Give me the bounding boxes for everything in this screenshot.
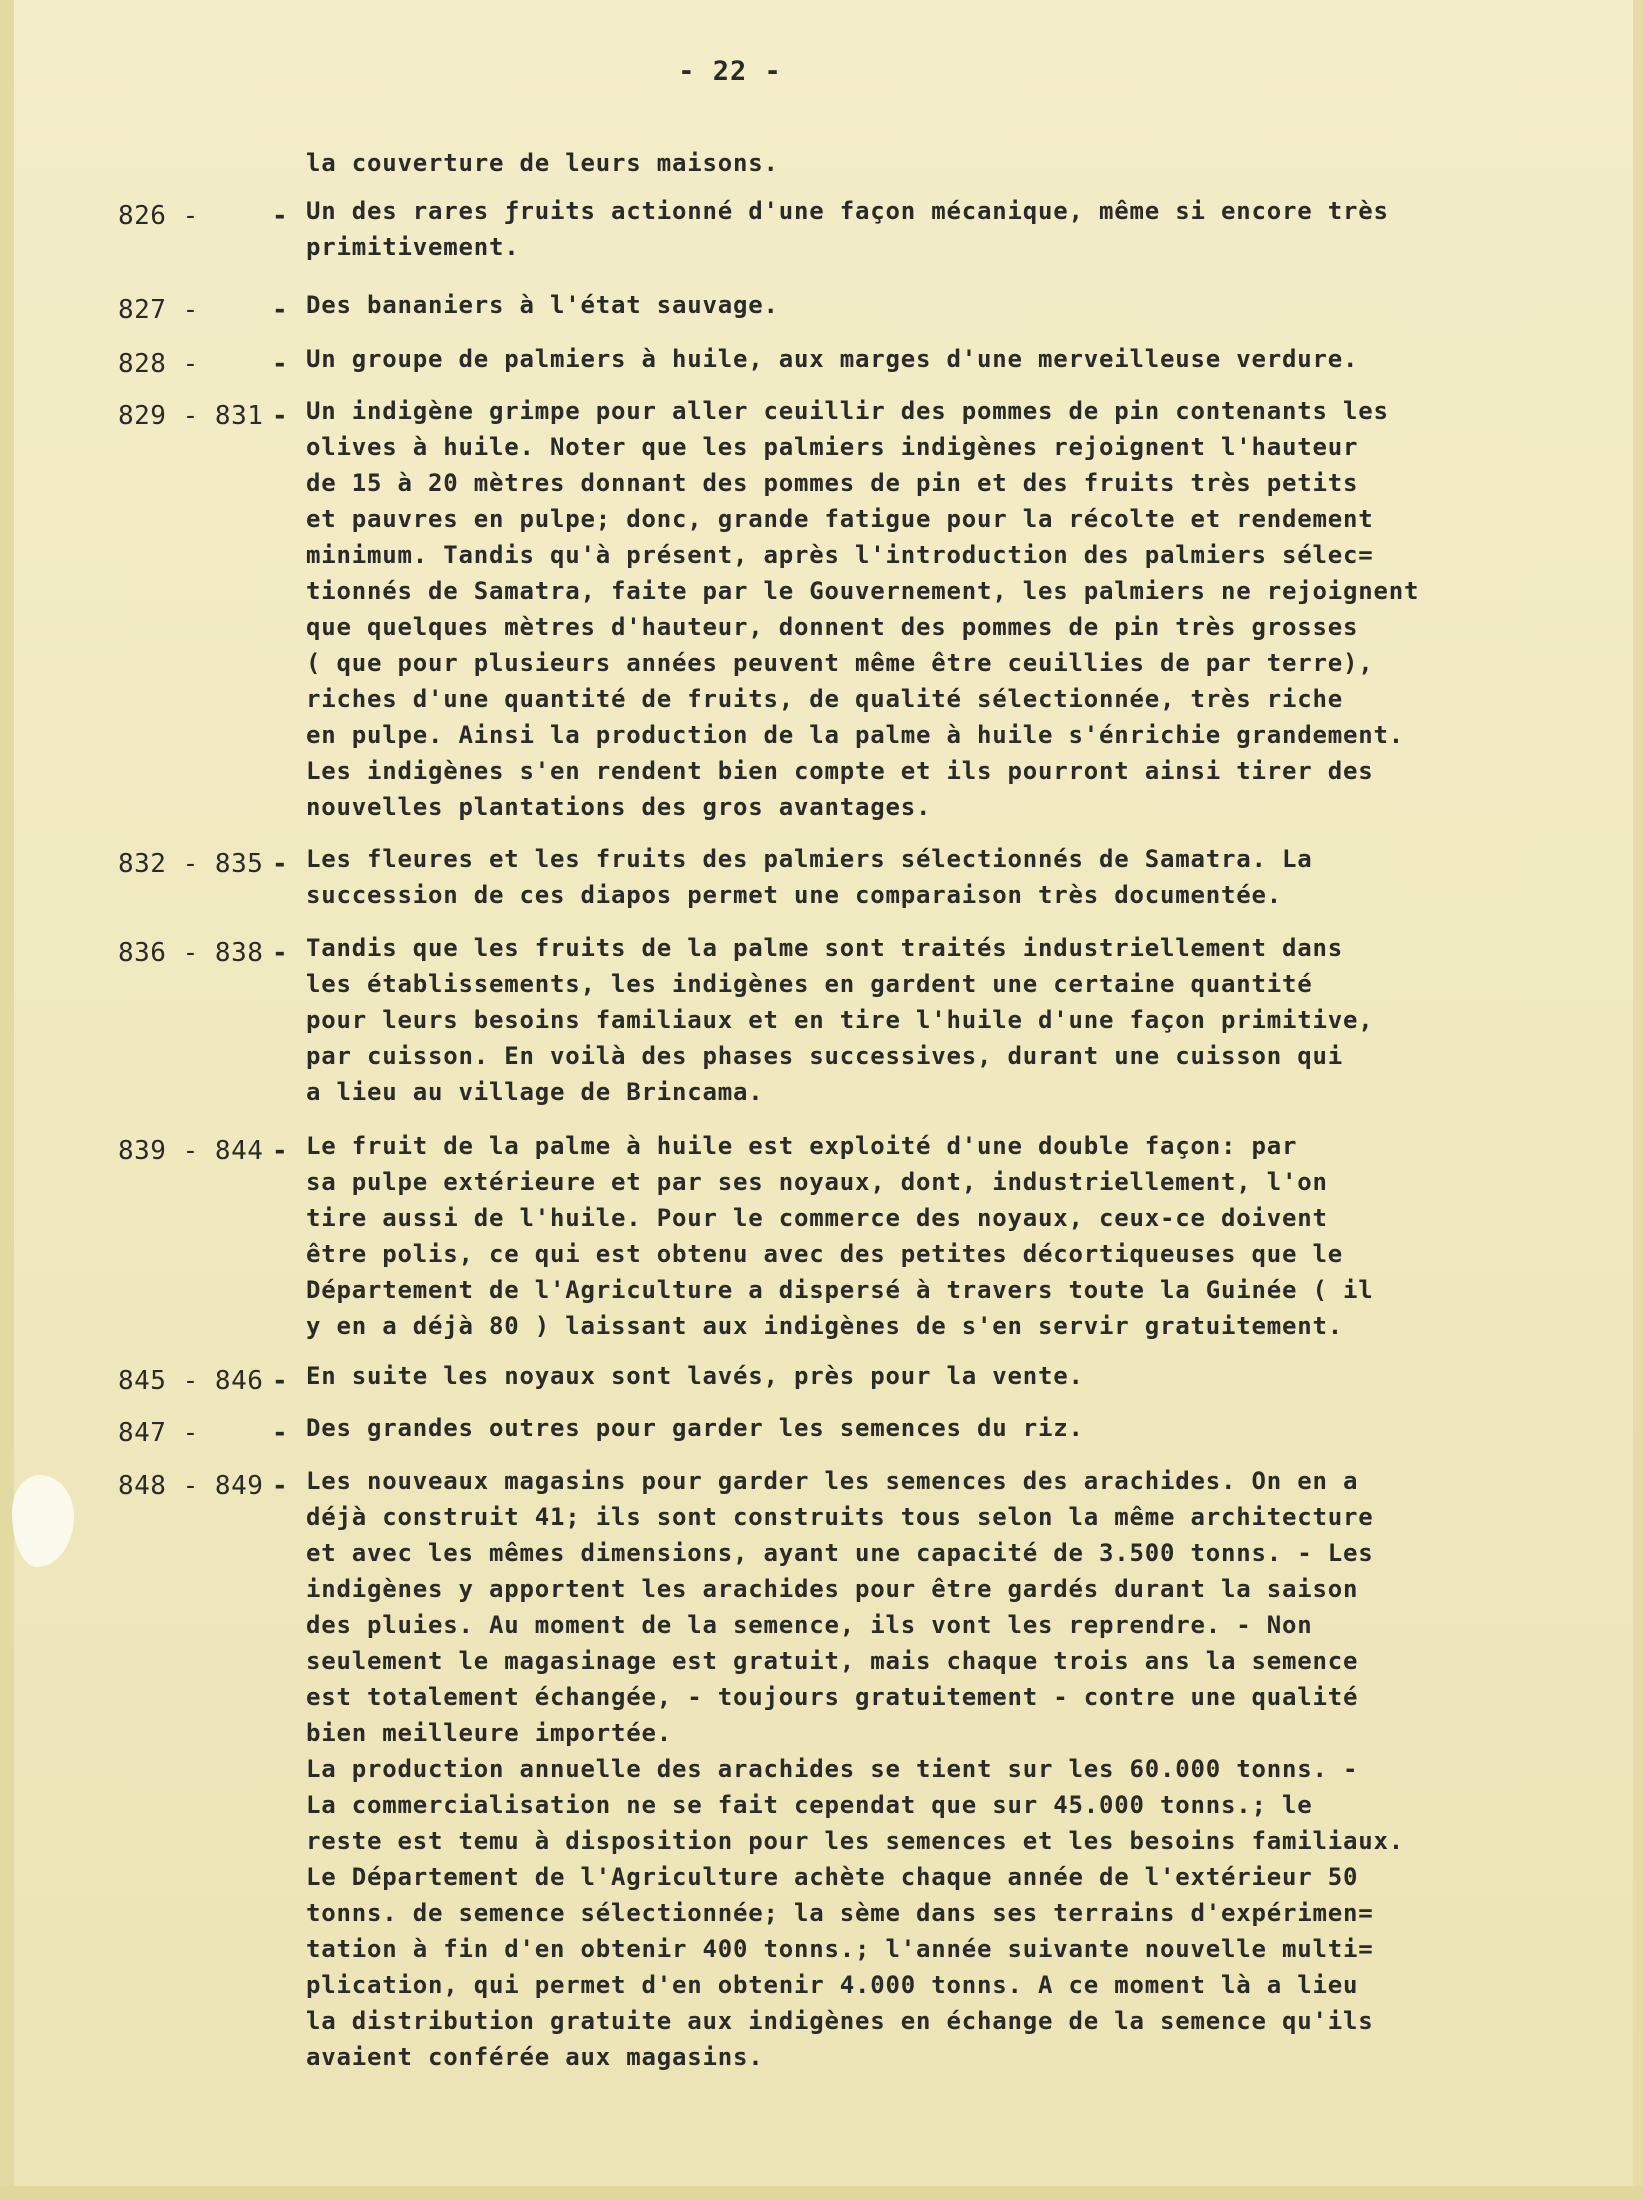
entry-number: 832 - 835 bbox=[118, 849, 264, 879]
paper-edge-bottom bbox=[0, 2186, 1643, 2200]
entry-number: 845 - 846 bbox=[118, 1366, 264, 1396]
entry-text: Un des rares ƒruits actionné d'une façon mécanique, même si encore très primitivement. bbox=[306, 197, 1389, 261]
entry-text: Les nouveaux magasins pour garder les semences des arachides. On en a déjà construit 41; ils sont construits tous selon la même architecture et avec les mêmes dimensions, ayant une capacité de 3.500 tonns. - Les indigènes y apportent les arachides pour être gardés durant la saison des pluies. Au moment de la semence, ils vont les reprendre. - Non seulement le magasinage est gratuit, mais chaque trois ans la semence est totalement échangée, - toujours gratuitement - contre une qualité bien meilleure importée. La production annuelle des arachides se tient sur les 60.000 tonns. - La commercialisation ne se fait cependat que sur 45.000 tonns.; le reste est temu à disposition pour les semences et les besoins familiaux. Le Département de l'Agriculture achète chaque année de l'extérieur 50 tonns. de semence sélectionnée; la sème dans ses terrains d'expérimen= tation à fin d'en obtenir 400 tonns.; l'année suivante nouvelle multi= plication, qui permet d'en obtenir 4.000 tonns. A ce moment là a lieu la distribution gratuite aux indigènes en échange de la semence qu'ils avaient conférée aux magasins. bbox=[306, 1467, 1404, 2071]
paper-edge-left bbox=[0, 0, 14, 2200]
entry-number: 829 - 831 bbox=[118, 401, 264, 431]
entry-dash: - bbox=[272, 1418, 288, 1448]
entry-number: 839 - 844 bbox=[118, 1136, 264, 1166]
entry-dash: - bbox=[272, 1366, 288, 1396]
torn-paper-hole bbox=[12, 1475, 74, 1567]
entry-dash: - bbox=[272, 849, 288, 879]
entry-number: 848 - 849 bbox=[118, 1471, 264, 1501]
entry-dash: - bbox=[272, 401, 288, 431]
entry-number: 827 - bbox=[118, 295, 199, 325]
entry-text: Un groupe de palmiers à huile, aux marges d'une merveilleuse verdure. bbox=[306, 345, 1359, 373]
entry-text: Tandis que les fruits de la palme sont traités industriellement dans les établissements, les indigènes en gardent une certaine quantité pour leurs besoins familiaux et en tire l'huile d'une façon primitive, par cuisson. En voilà des phases successives, durant une cuisson qui a lieu au village de Brincama. bbox=[306, 934, 1374, 1106]
entry-number: 836 - 838 bbox=[118, 938, 264, 968]
entry-text: Un indigène grimpe pour aller ceuillir des pommes de pin contenants les olives à huile. Noter que les palmiers indigènes rejoignent l'hauteur de 15 à 20 mètres donnant des pommes de pin et des fruits très petits et pauvres en pulpe; donc, grande fatigue pour la récolte et rendement minimum. Tandis qu'à présent, après l'introduction des palmiers sélec= tionnés de Samatra, faite par le Gouvernement, les palmiers ne rejoignent que quelques mètres d'hauteur, donnent des pommes de pin très grosses ( que pour plusieurs années peuvent même être ceuillies de par terre), riches d'une quantité de fruits, de qualité sélectionnée, très riche en pulpe. Ainsi la production de la palme à huile s'énrichie grandement. Les indigènes s'en rendent bien compte et ils pourront ainsi tirer des nouvelles plantations des gros avantages. bbox=[306, 397, 1420, 821]
continuation-text: la couverture de leurs maisons. bbox=[306, 149, 779, 177]
paper-edge-right bbox=[1633, 0, 1643, 2200]
entry-number: 828 - bbox=[118, 349, 199, 379]
entry-dash: - bbox=[272, 295, 288, 325]
entry-dash: - bbox=[272, 1471, 288, 1501]
page-number: - 22 - bbox=[678, 56, 782, 87]
entry-text: Des grandes outres pour garder les semences du riz. bbox=[306, 1414, 1084, 1442]
entry-text: Les fleures et les fruits des palmiers sélectionnés de Samatra. La succession de ces diapos permet une comparaison très documentée. bbox=[306, 845, 1313, 909]
entry-text: En suite les noyaux sont lavés, près pour la vente. bbox=[306, 1362, 1084, 1390]
entry-dash: - bbox=[272, 349, 288, 379]
entry-dash: - bbox=[272, 1136, 288, 1166]
entry-dash: - bbox=[272, 201, 288, 231]
entry-number: 847 - bbox=[118, 1418, 199, 1448]
entry-number: 826 - bbox=[118, 201, 199, 231]
entry-text: Des bananiers à l'état sauvage. bbox=[306, 291, 779, 319]
entry-dash: - bbox=[272, 938, 288, 968]
entry-text: Le fruit de la palme à huile est exploité d'une double façon: par sa pulpe extérieure et par ses noyaux, dont, industriellement, l'on tire aussi de l'huile. Pour le commerce des noyaux, ceux-ce doivent être polis, ce qui est obtenu avec des petites décortiqueuses que le Département de l'Agriculture a dispersé à travers toute la Guinée ( il y en a déjà 80 ) laissant aux indigènes de s'en servir gratuitement. bbox=[306, 1132, 1374, 1340]
